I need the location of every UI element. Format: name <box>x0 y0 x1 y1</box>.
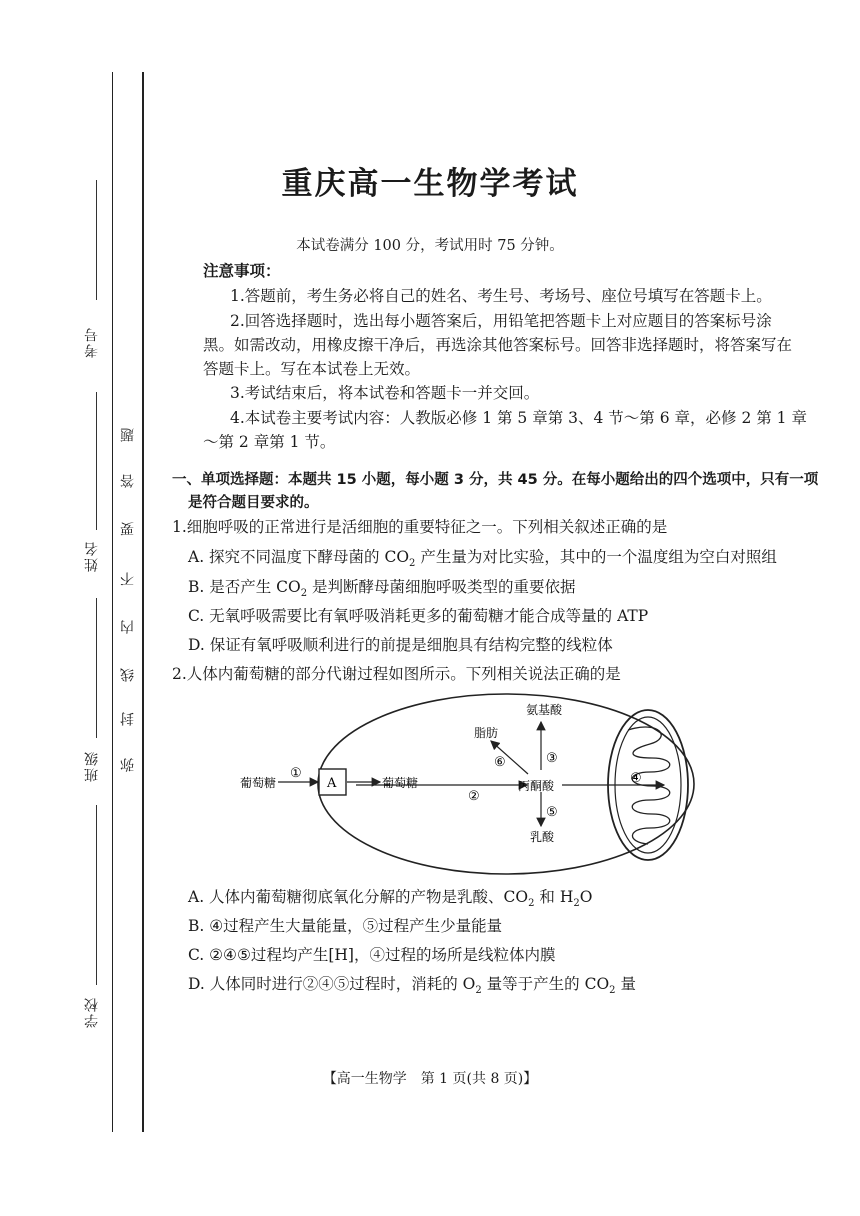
exam-number-label: 考号 <box>84 326 100 358</box>
section-heading-cont: 是符合题目要求的。 <box>188 495 319 511</box>
page-title: 重庆高一生物学考试 <box>281 166 579 202</box>
label-lactate: 乳酸 <box>530 830 555 844</box>
q1-option-b: B. 是否产生 $CO_2$ 是判断酵母菌细胞呼吸类型的重要依据 <box>188 578 576 600</box>
notice-heading: 注意事项： <box>203 262 281 280</box>
q2-option-c: C. ②④⑤过程均产生[H]，④过程的场所是线粒体内膜 <box>188 946 556 964</box>
q1-stem: 1.细胞呼吸的正常进行是活细胞的重要特征之一。下列相关叙述正确的是 <box>172 518 668 536</box>
notice-line: 2.回答选择题时，选出每小题答案后，用铅笔把答题卡上对应题目的答案标号涂 <box>230 312 772 330</box>
q1-option-c: C. 无氧呼吸需要比有氧呼吸消耗更多的葡萄糖才能合成等量的 ATP <box>188 607 649 625</box>
seal-char: 要 <box>120 522 136 536</box>
notice-line: 4.本试卷主要考试内容：人教版必修 1 第 5 章第 3、4 节～第 6 章，必修 2 第 1 章 <box>230 409 807 427</box>
label-fat: 脂肪 <box>474 726 499 740</box>
label-glucose-inside: 葡萄糖 <box>382 776 419 790</box>
notice-line: 答题卡上。写在本试卷上无效。 <box>203 360 421 378</box>
exam-info: 本试卷满分 100 分，考试用时 75 分钟。 <box>296 238 564 254</box>
step-6-number: ⑥ <box>494 755 506 770</box>
label-amino-acid: 氨基酸 <box>526 703 563 717</box>
seal-char: 线 <box>120 668 136 682</box>
label-box-a: A <box>327 776 337 791</box>
name-label: 姓名 <box>84 540 100 572</box>
step-3-number: ③ <box>546 751 558 766</box>
step-4-number: ④ <box>630 771 642 786</box>
q1-option-d: D. 保证有氧呼吸顺利进行的前提是细胞具有结构完整的线粒体 <box>188 636 613 654</box>
label-glucose-outside: 葡萄糖 <box>240 776 277 790</box>
seal-char: 内 <box>120 620 136 634</box>
notice-line: 1.答题前，考生务必将自己的姓名、考生号、考场号、座位号填写在答题卡上。 <box>230 287 772 305</box>
notice-line: ～第 2 章第 1 节。 <box>203 433 336 451</box>
notice-line: 3.考试结束后，将本试卷和答题卡一并交回。 <box>230 384 540 402</box>
step-1-number: ① <box>290 766 302 781</box>
q1-option-a: A. 探究不同温度下酵母菌的 $CO_2$ 产生量为对比实验，其中的一个温度组为空白对照组 <box>188 548 777 570</box>
notice-line: 黑。如需改动，用橡皮擦干净后，再选涂其他答案标号。回答非选择题时，将答案写在 <box>203 336 793 354</box>
label-pyruvate: 丙酮酸 <box>518 779 555 793</box>
seal-char: 不 <box>120 572 136 586</box>
seal-char: 答 <box>120 474 136 488</box>
page-footer: 【高一生物学 第 1 页(共 8 页)】 <box>322 1071 538 1087</box>
seal-char: 弥 <box>120 758 136 772</box>
q2-option-b: B. ④过程产生大量能量，⑤过程产生少量能量 <box>188 917 503 935</box>
step-2-number: ② <box>468 789 480 804</box>
seal-char: 封 <box>120 712 136 726</box>
section-heading: 一、单项选择题：本题共 15 小题，每小题 3 分，共 45 分。在每小题给出的四个选项中，只有一项 <box>172 472 819 488</box>
q2-option-d: D. 人体同时进行②④⑤过程时，消耗的 $O_2$ 量等于产生的 $CO_2$ 量 <box>188 975 636 997</box>
school-label: 学校 <box>84 996 100 1028</box>
seal-char: 题 <box>120 428 136 442</box>
class-label: 班级 <box>84 750 100 782</box>
step-5-number: ⑤ <box>546 805 558 820</box>
q2-option-a: A. 人体内葡萄糖彻底氧化分解的产物是乳酸、$CO_2$ 和 $H_2O$ <box>188 888 593 910</box>
q2-stem: 2.人体内葡萄糖的部分代谢过程如图所示。下列相关说法正确的是 <box>172 665 621 683</box>
